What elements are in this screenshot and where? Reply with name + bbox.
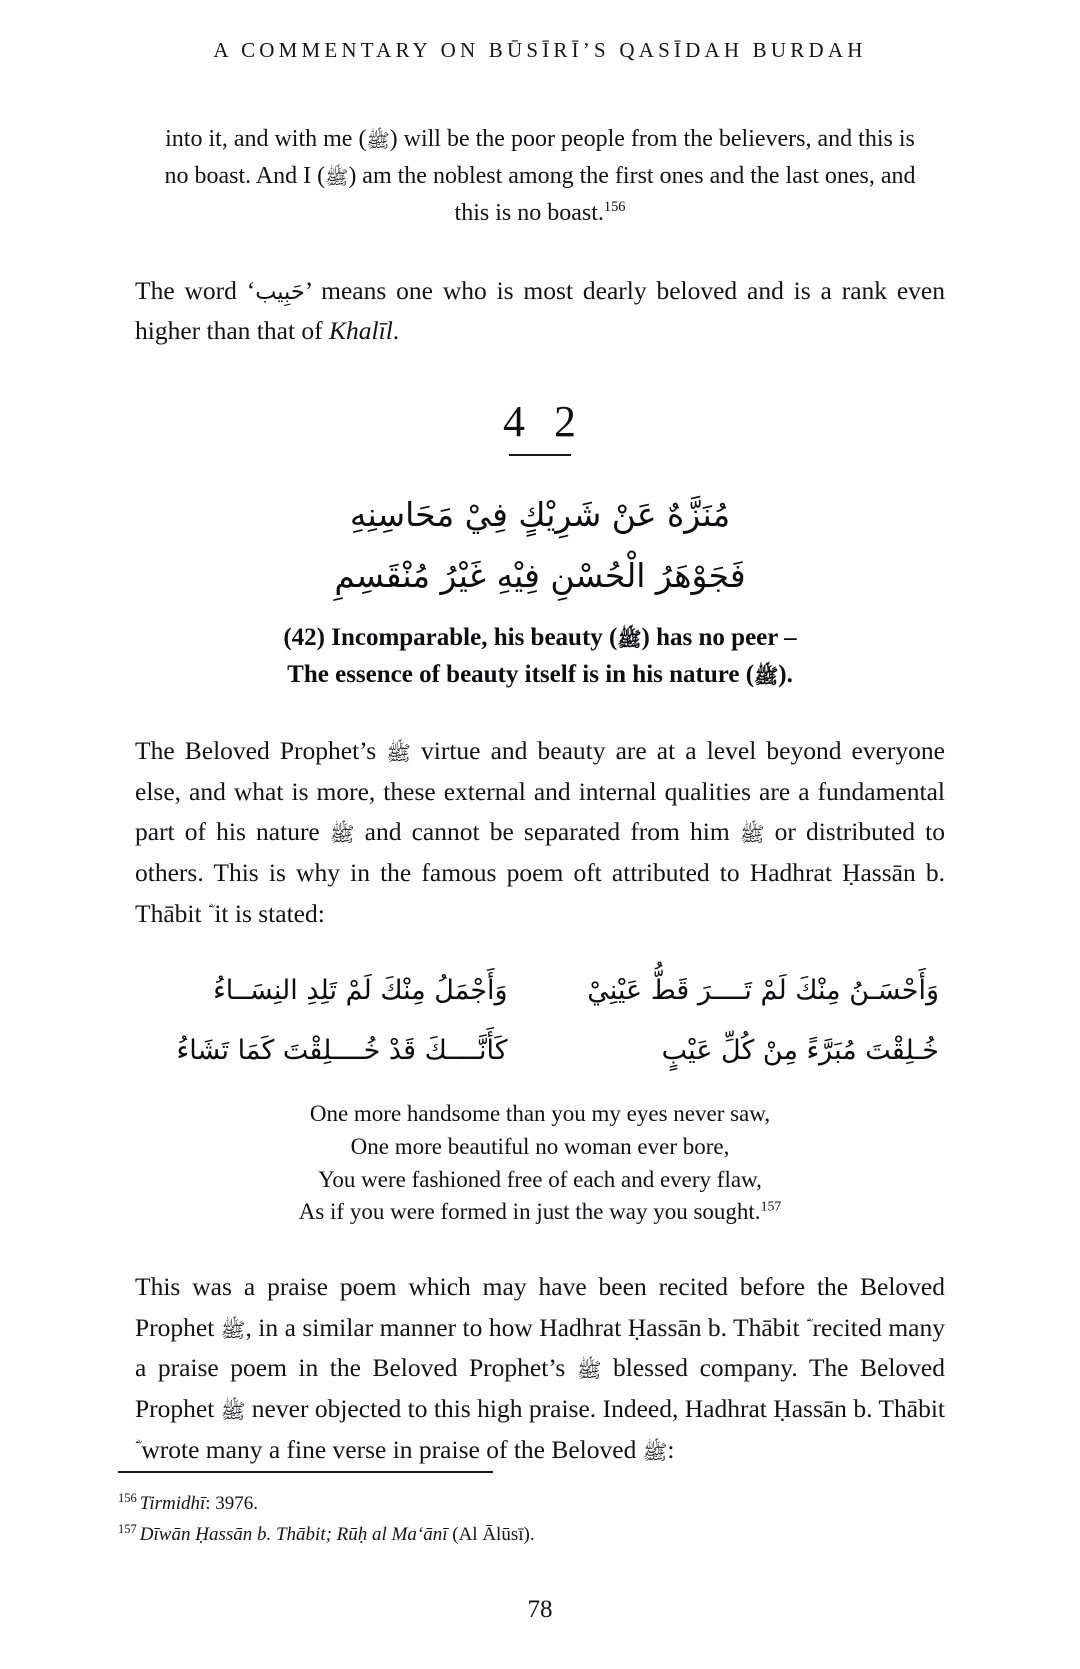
italic-term-khalil: Khalīl	[329, 316, 393, 346]
poem-hemistich-right-1: وَأَحْسَـنُ مِنْكَ لَمْ تَــــرَ قَطُّ عَيْنِيْ	[587, 974, 939, 1006]
habib-text-a: The word ‘	[135, 275, 256, 305]
habib-text-c: .	[392, 316, 400, 346]
vt1-b: ) has no peer –	[641, 624, 797, 652]
poem-english-line-3: You were fashioned free of each and every flaw,	[318, 1166, 762, 1192]
habib-text-b: ’ means one who is most dearly beloved and is a rank even higher than that of	[135, 275, 945, 346]
paragraph-commentary-1: The Beloved Prophet’s ﷺ virtue and beauty are at a level beyond everyone else, and what is more, these external and internal qualities are a fundamental part of his nature ﷺ and cannot be separated from him ﷺ or distributed to others. This is why in the famous poem oft attributed to Hadhrat Ḥassān b. Thābit it is stated:	[135, 735, 945, 928]
p4-s1: This was a praise poem which may have been recited before the Beloved Prophet	[135, 1271, 945, 1342]
arabic-hemistich-1: مُنَزَّهٌ عَنْ شَرِيْكٍ فِيْ مَحَاسِنِهِ	[349, 495, 731, 535]
footnote-156-italic: Tirmidhī	[139, 1493, 206, 1515]
verse-translation-line-2: The essence of beauty itself is in his nature (ﷺ).	[287, 660, 793, 688]
paragraph-commentary-2: This was a praise poem which may have been recited before the Beloved Prophet ﷺ, in a similar manner to how Hadhrat Ḥassān b. Thābit recited many a praise poem in the Beloved Prophet’s ﷺ blessed company. The Beloved Prophet ﷺ never objected to this high praise. Indeed, Hadhrat Ḥassān b. Thābit wrote many a fine verse in praise of the Beloved ﷺ:	[135, 1271, 945, 1465]
poem-english-line-4	[135, 1196, 945, 1229]
p3-s5: it is stated:	[207, 898, 325, 928]
p3-s3: and cannot be separated from him	[354, 817, 740, 847]
hadith-text-c: ) am the noblest among the first ones and the last ones, and this is no boast.	[348, 163, 916, 227]
hadith-text-b: ) will be the poor people from the believers, and this is no boast. And I (	[164, 126, 915, 190]
poem-english-line-4-text: As if you were formed in just the way you sought.	[298, 1199, 761, 1225]
arabic-hemistich-2: فَجَوْهَرُ الْحُسْنِ فِيْهِ غَيْرُ مُنْقَسِمِ	[334, 556, 746, 596]
footnote-separator-rule	[118, 1471, 493, 1474]
page-number: 78	[527, 1596, 553, 1623]
poem-row	[135, 961, 945, 1022]
vt2-a: The essence of beauty itself is in his nature (	[287, 660, 755, 688]
p3-s4: or distributed to others. This is why in the famous poem oft attributed to Hadhrat Ḥassān b. Thābit	[135, 817, 945, 928]
arabic-poem	[135, 961, 945, 1083]
poem-english-line-2: One more beautiful no woman ever bore,	[350, 1133, 730, 1159]
verse-number: 4 2	[503, 397, 585, 447]
p4-s5: never objected to this high praise. Indeed, Hadhrat Ḥassān b. Thābit	[245, 1394, 945, 1424]
poem-hemistich-left-1: وَأَجْمَلُ مِنْكَ لَمْ تَلِدِ النِسَــاءُ	[213, 974, 508, 1006]
footnote-157	[118, 1520, 938, 1551]
p4-s3: recited many a praise poem in the Beloved Prophet’s	[135, 1312, 945, 1383]
poem-row	[135, 1021, 945, 1082]
vt2-b: ).	[778, 660, 793, 688]
verse-number-block	[135, 396, 945, 456]
p4-s2: , in a similar manner to how Hadhrat Ḥassān b. Thābit	[245, 1312, 807, 1342]
footnote-157-italic: Dīwān Ḥassān b. Thābit; Rūḥ al Ma‘ānī	[139, 1524, 448, 1546]
footnote-number-157: 157	[118, 1521, 137, 1536]
footnote-ref-156[interactable]: 156	[603, 199, 626, 216]
arabic-word-habib: حَبِيب	[255, 278, 305, 305]
p3-s1: The Beloved Prophet’s	[135, 735, 387, 765]
footnote-156	[118, 1489, 938, 1520]
vt1-a: (42) Incomparable, his beauty (	[283, 624, 618, 652]
p4-s6: wrote many a fine verse in praise of the Beloved	[135, 1435, 643, 1465]
footnote-157-rest: (Al Ālūsī).	[447, 1524, 535, 1546]
poem-english-translation	[135, 1098, 945, 1229]
arabic-couplet	[135, 484, 945, 606]
verse-translation-line-1: (42) Incomparable, his beauty (ﷺ) has no peer –	[283, 624, 797, 652]
footnote-156-rest: : 3976.	[205, 1493, 259, 1515]
hadith-text-a: into it, and with me (	[165, 126, 367, 152]
p4-s7: :	[667, 1435, 675, 1465]
running-head: A COMMENTARY ON BŪSĪRĪ’S QASĪDAH BURDAH	[213, 38, 867, 62]
footnote-number-156: 156	[118, 1491, 137, 1506]
p3-s2: virtue and beauty are at a level beyond everyone else, and what is more, these external and internal qualities are a fundamental part of his nature	[135, 735, 945, 847]
book-page	[0, 38, 1080, 1669]
verse-number-rule	[509, 454, 571, 456]
page-content	[135, 63, 945, 1471]
poem-english-line-1: One more handsome than you my eyes never saw,	[309, 1101, 771, 1127]
footnote-area	[118, 1471, 938, 1551]
hadith-quote-block: into it, and with me (ﷺ) will be the poor people from the believers, and this is no boast. And I (ﷺ) am the noblest among the first ones and the last ones, and this is no boast.$^{156}$	[164, 126, 916, 227]
poem-hemistich-right-2: خُـلِقْتَ مُبَرَّءً مِنْ كُلِّ عَيْبٍ	[661, 1035, 939, 1067]
p4-s4: blessed company. The Beloved Prophet	[135, 1353, 945, 1424]
verse-translation	[135, 620, 945, 693]
poem-hemistich-left-2: كَأَنَّــــكَ قَدْ خُــــلِقْتَ كَمَا تَشَاءُ	[176, 1035, 508, 1067]
paragraph-habib-definition	[135, 271, 945, 353]
footnote-ref-157[interactable]: 157	[760, 1198, 782, 1214]
